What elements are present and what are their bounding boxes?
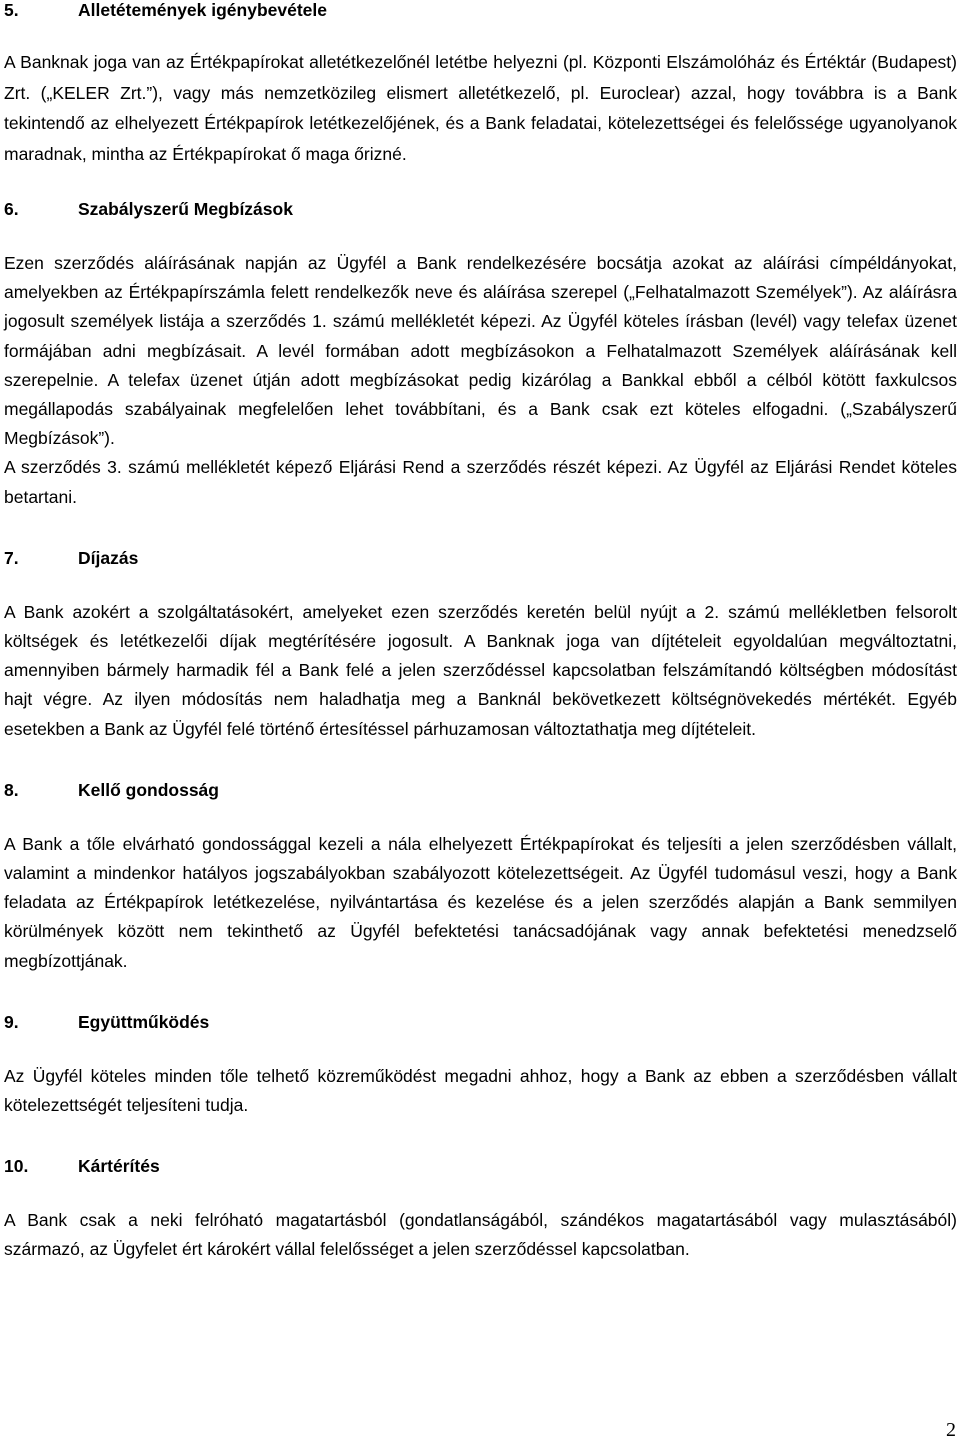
section-body [4,830,957,976]
section-7 [4,548,957,744]
section-heading [4,1156,957,1176]
section-heading [4,0,957,20]
section-number: 5. [4,0,19,20]
section-8 [4,780,957,976]
page-number: 2 [946,1419,956,1441]
paragraph: A Bank csak a neki felróható magatartásból (gondatlanságából, szándékos magatartásából vagy mulasztásából) származó, az Ügyfelet ért károkért vállal felelősséget a jelen szerződéssel kapcsolatban. [4,1210,957,1260]
section-6 [4,199,957,512]
section-heading [4,1012,957,1032]
section-heading [4,548,957,568]
section-9 [4,1012,957,1120]
paragraph: A Bank a tőle elvárható gondossággal kezeli a nála elhelyezett Értékpapírokat és teljesíti a jelen szerződésben vállalt, valamint a mindenkor hatályos jogszabályokban szabályozott kötelezettségeit. Az Ügyfél tudomásul veszi, hogy a Bank feladata az Értékpapírok letétkezelése, nyilvántartása és kezelése és a jelen szerződés alapján a Bank semmilyen körülmények között nem tekinthető az Ügyfél befektetési tanácsadójának vagy annak befektetési menedzselő megbízottjának. [4,833,957,971]
section-heading [4,780,957,800]
section-number: 9. [4,1011,19,1032]
paragraph: A Bank azokért a szolgáltatásokért, amelyeket ezen szerződés keretén belül nyújt a 2. számú mellékletben felsorolt költségek és letétkezelői díjak megtérítésére jogosult. A Banknak joga van díjtételeit egyoldalúan megváltoztatni, amennyiben bármely harmadik fél a Bank felé a jelen szerződéssel kapcsolatban felszámítandó költségben módosítást hajt végre. Az ilyen módosítás nem haladhatja meg a Banknál bekövetkezett költségnövekedés mértékét. Egyéb esetekben a Bank az Ügyfél felé történő értesítéssel párhuzamosan változtathatja meg díjtételeit. [4,601,957,739]
document-page [4,0,957,1265]
paragraph: Ezen szerződés aláírásának napján az Ügyfél a Bank rendelkezésére bocsátja azokat az aláírási címpéldányokat, amelyekben az Értékpapírszámla felett rendelkezők neve és aláírása szerepel („Felhatalmazott Személyek”). Az aláírásra jogosult személyek listája a szerződés 1. számú mellékletét képezi. Az Ügyfél köteles írásban (levél) vagy telefax üzenet formájában adni megbízásait. A levél formában adott megbízásokon a Felhatalmazott Személyek aláírásának kell szerepelnie. A telefax üzenet útján adott megbízásokat pedig kizárólag a Bankkal ebből a célból kötött faxkulcsos megállapodás szabályainak megfelelően lehet továbbítani, és a Bank csak ezt köteles elfogadni. („Szabályszerű Megbízások”). [4,253,957,449]
paragraph: Az Ügyfél köteles minden tőle telhető közreműködést megadni ahhoz, hogy a Bank az ebben a szerződésben vállalt kötelezettségét teljesíteni tudja. [4,1065,957,1116]
section-body [4,1206,957,1264]
section-title: Kártérítés [78,1156,160,1177]
section-body [4,1062,957,1120]
section-title: Kellő gondosság [78,779,219,800]
section-number: 10. [4,1156,29,1177]
paragraph: A szerződés 3. számú mellékletét képező Eljárási Rend a szerződés részét képezi. Az Ügyfél az Eljárási Rendet köteles betartani. [4,457,957,507]
section-number: 6. [4,199,19,219]
section-number: 8. [4,779,19,800]
section-body [4,47,957,169]
section-title: Díjazás [78,547,139,568]
section-title: Szabályszerű Megbízások [78,199,293,219]
section-body [4,598,957,744]
section-title: Együttműködés [78,1011,210,1032]
section-number: 7. [4,547,19,568]
section-5 [4,0,957,169]
section-title: Alletétemények igénybevétele [78,0,328,20]
section-body [4,249,957,512]
paragraph: A Banknak joga van az Értékpapírokat alletétkezelőnél letétbe helyezni (pl. Központi Elszámolóház és Értéktár (Budapest) Zrt. („KELER Zrt.”), vagy más nemzetközileg elismert alletétkezelő, pl. Euroclear) azzal, hogy továbbra is a Bank tekintendő az elhelyezett Értékpapírok letétkezelőjének, és a Bank feladatai, kötelezettségei és felelőssége ugyanolyanok maradnak, mintha az Értékpapírokat ő maga őrizné. [4,52,957,164]
section-10 [4,1156,957,1264]
section-heading [4,199,957,219]
